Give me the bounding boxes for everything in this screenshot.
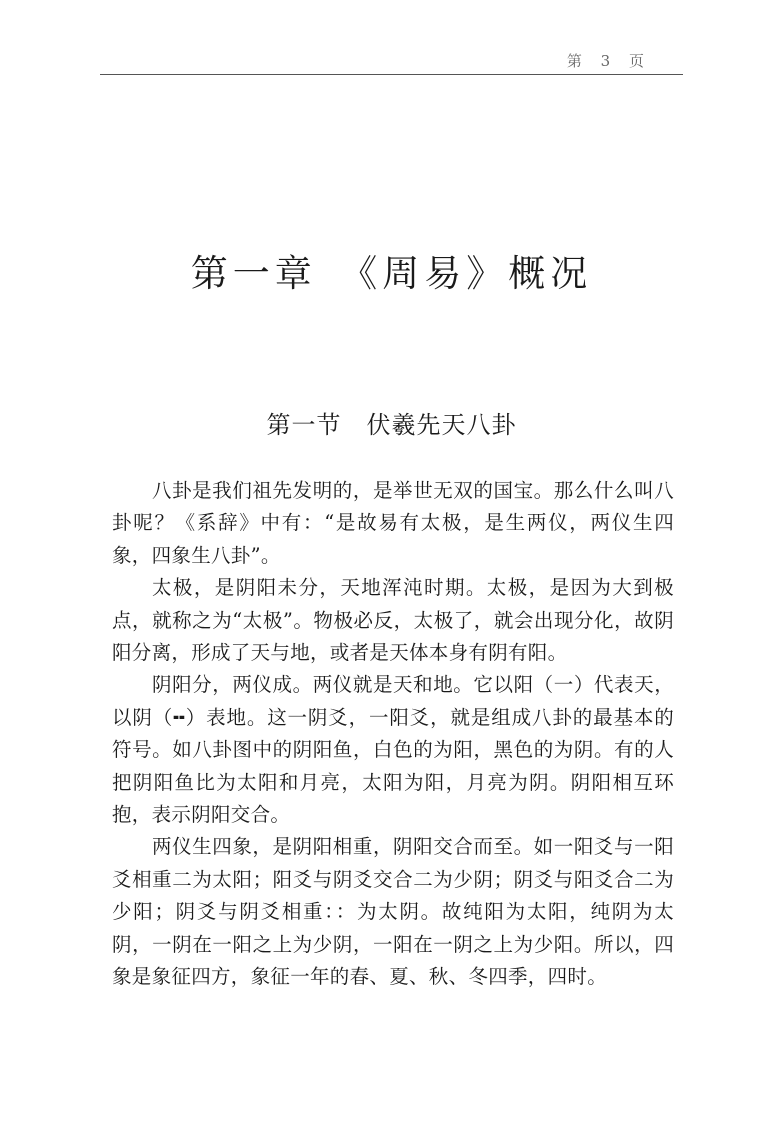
paragraph: 八卦是我们祖先发明的，是举世无双的国宝。那么什么叫八卦呢？《系辞》中有：“是故易有太极，是生两仪，两仪生四象，四象生八卦”。 (112, 479, 674, 567)
chapter-title: 第一章 《周易》概况 (190, 252, 593, 295)
paragraph: 两仪生四象，是阴阳相重，阴阳交合而至。如一阳爻与一阳爻相重二为太阳；阳爻与阴爻交合二为少阴；阴爻与阳爻合二为少阳；阴爻与阴爻相重：：为太阴。故纯阳为太阳，纯阴为太阴，一阴在一阳之上为少阴，一阳在一阴之上为少阳。所以，四象是象征四方，象征一年的春、夏、秋、冬四季，四时。 (112, 835, 674, 989)
paragraph: 太极，是阴阳未分，天地浑沌时期。太极，是因为大到极点，就称之为“太极”。物极必反，太极了，就会出现分化，故阴阳分离，形成了天与地，或者是天体本身有阴有阳。 (112, 576, 674, 665)
page-number: 第 3 页 (566, 52, 651, 70)
running-header (100, 50, 683, 75)
body-text (112, 475, 674, 994)
paragraph: 阴阳分，两仪成。两仪就是天和地。它以阳（一）代表天，以阴（╍）表地。这一阴爻，一阳爻，就是组成八卦的最基本的符号。如八卦图中的阴阳鱼，白色的为阳，黑色的为阴。有的人把阴阳鱼比为太阳和月亮，太阳为阳，月亮为阴。阴阳相互环抱，表示阴阳交合。 (112, 673, 674, 827)
section-title: 第一节 伏羲先天八卦 (266, 411, 517, 439)
